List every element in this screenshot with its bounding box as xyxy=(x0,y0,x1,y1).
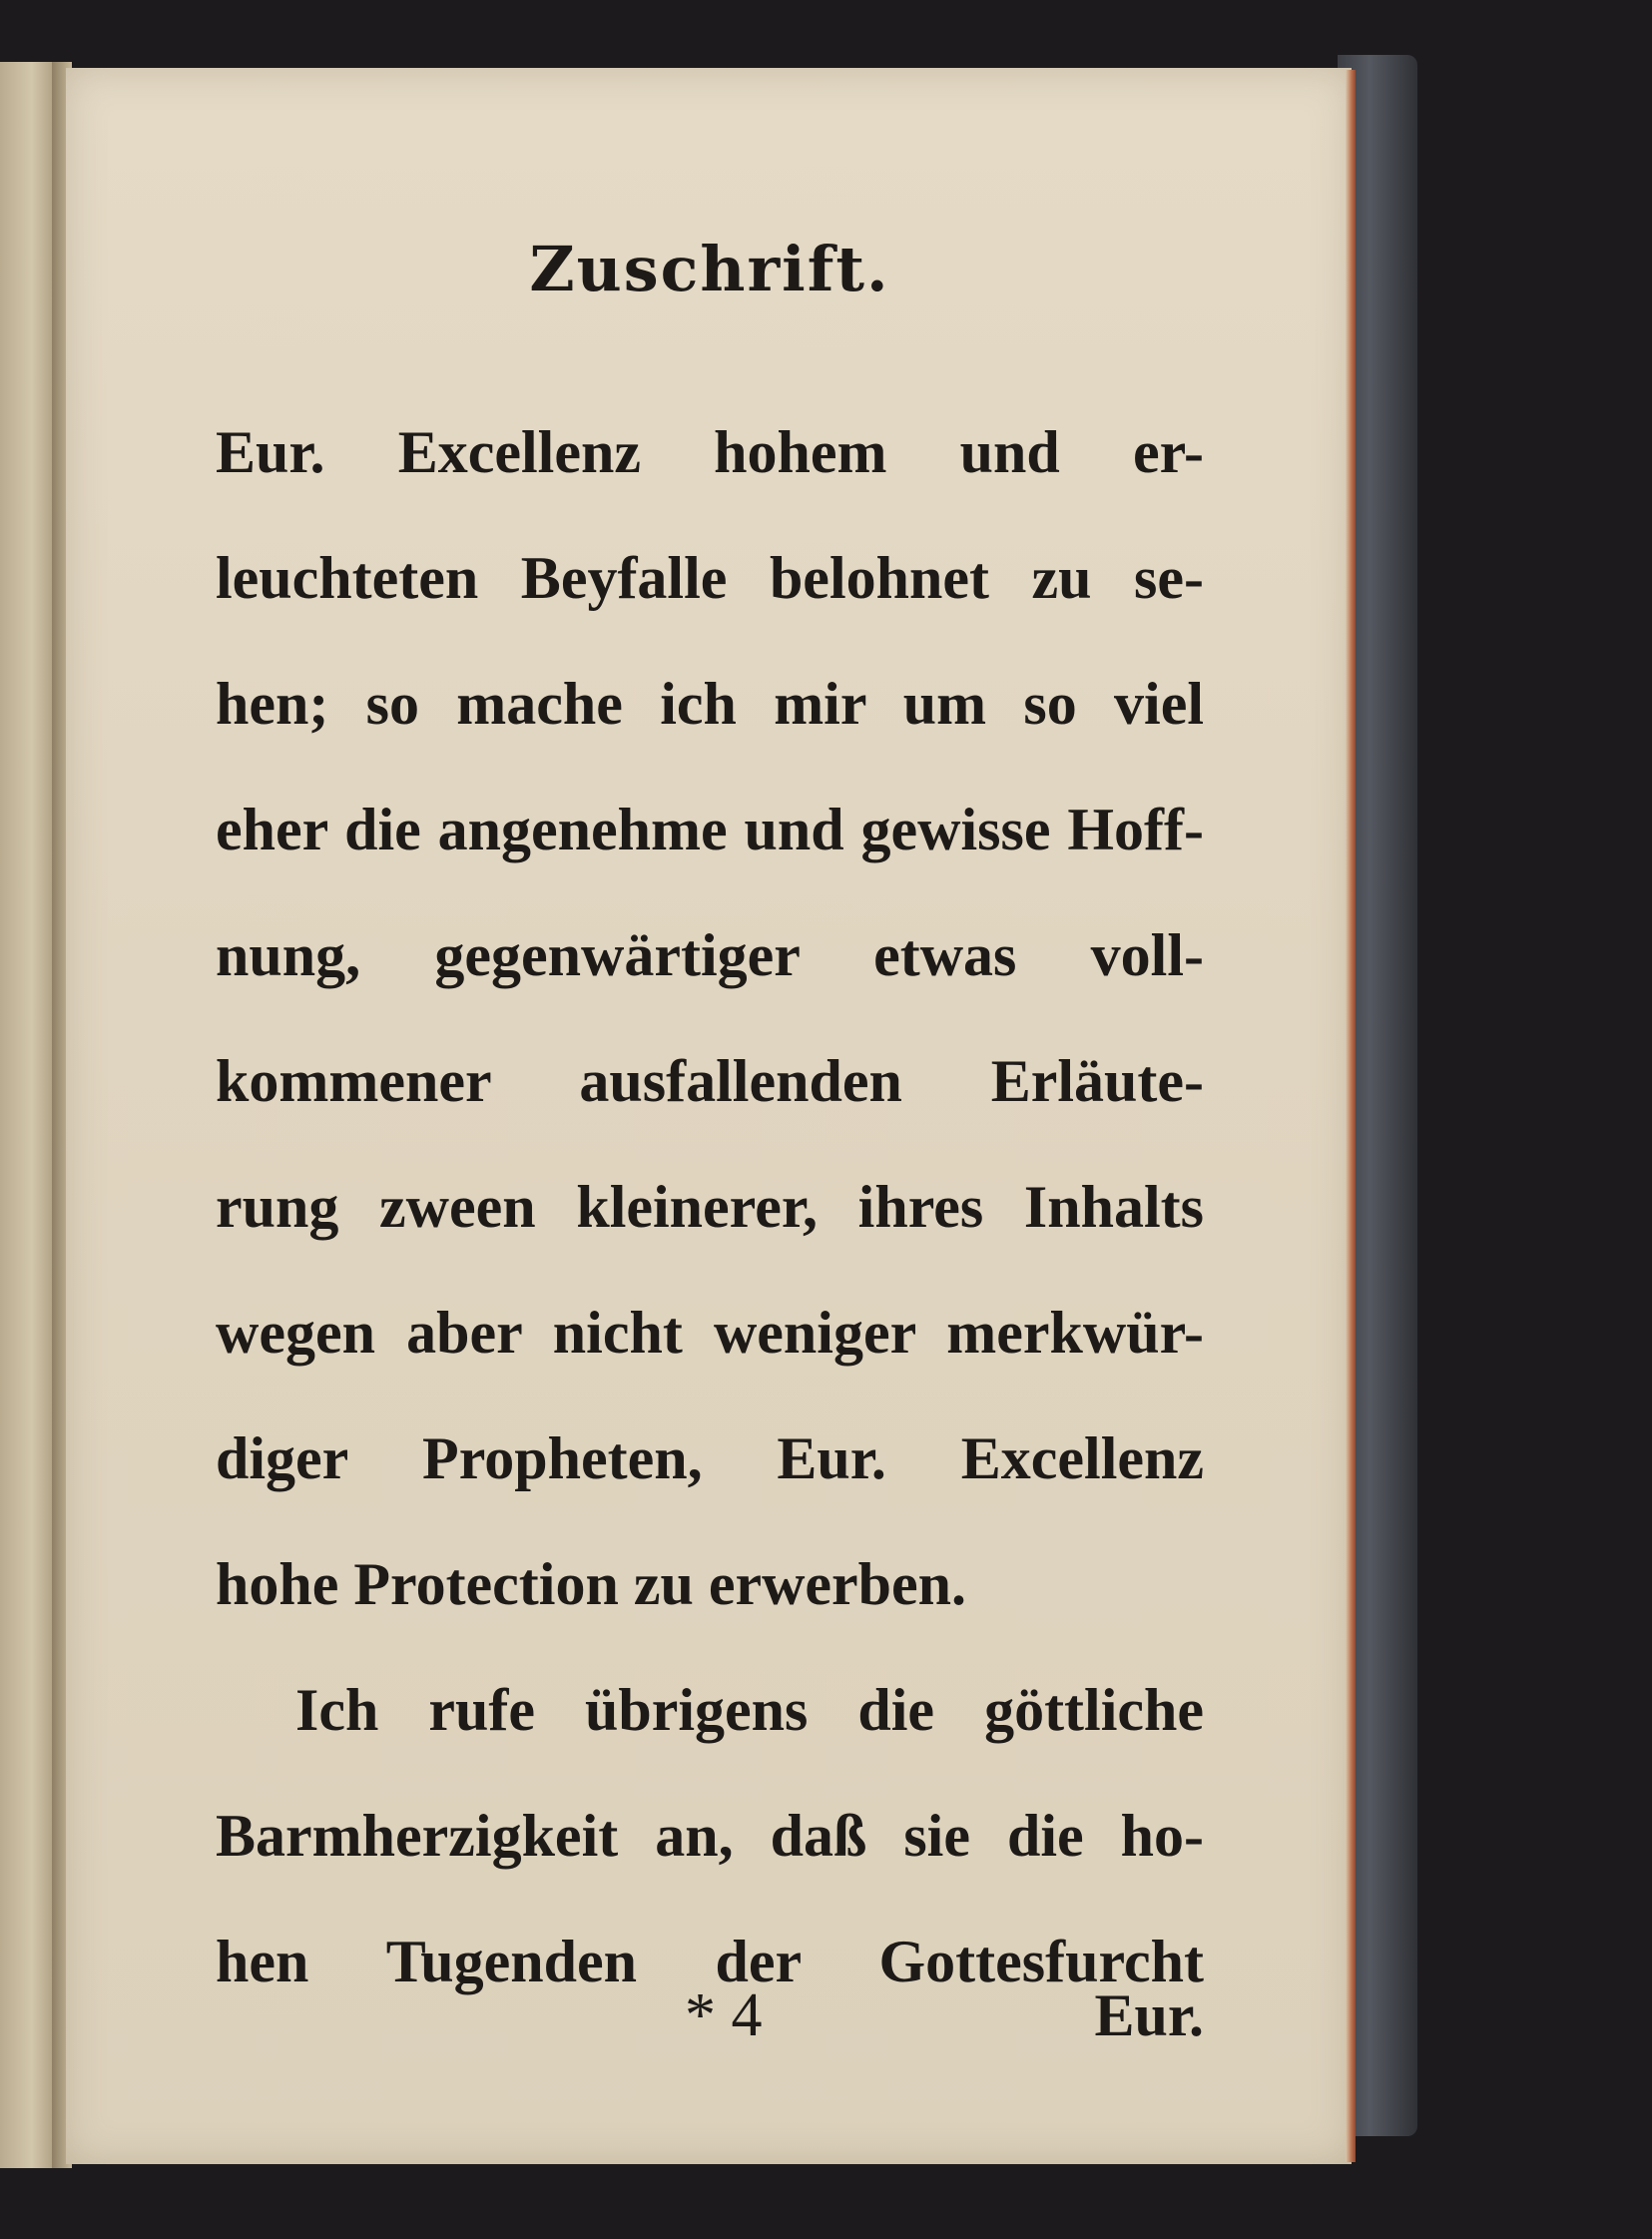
text-line: Barmherzigkeit an, daß sie die ho- xyxy=(216,1803,1204,1869)
text-line: nung, gegenwärtiger etwas voll- xyxy=(216,922,1204,988)
page-footer xyxy=(216,1953,1204,2078)
text-line: rung zween kleinerer, ihres Inhalts xyxy=(216,1174,1204,1240)
signature-mark: * 4 xyxy=(685,1981,763,2049)
text-line: diger Propheten, Eur. Excellenz xyxy=(216,1425,1204,1491)
page-heading: Zuschrift. xyxy=(529,233,890,305)
text-line: hohe Protection zu erwerben. xyxy=(216,1551,967,1617)
text-lines xyxy=(216,389,1204,2024)
text-line: eher die angenehme und gewisse Hoff- xyxy=(216,797,1204,862)
page-text-block xyxy=(216,68,1204,2164)
text-line: hen Tugenden der Gottesfurcht xyxy=(216,1929,1204,1994)
text-line: wegen aber nicht weniger merkwür- xyxy=(216,1300,1204,1366)
book-page xyxy=(66,68,1352,2164)
text-line: Ich rufe übrigens die göttliche xyxy=(295,1677,1204,1743)
text-line: Eur. Excellenz hohem und er- xyxy=(216,419,1204,485)
page-fore-edge xyxy=(1346,70,1356,2162)
facing-page-edge xyxy=(0,62,58,2168)
text-line: leuchteten Beyfalle belohnet zu se- xyxy=(216,545,1204,611)
catchword: Eur. xyxy=(1094,1982,1204,2048)
text-line: kommener ausfallenden Erläute- xyxy=(216,1048,1204,1114)
text-line: hen; so mache ich mir um so viel xyxy=(216,671,1204,737)
